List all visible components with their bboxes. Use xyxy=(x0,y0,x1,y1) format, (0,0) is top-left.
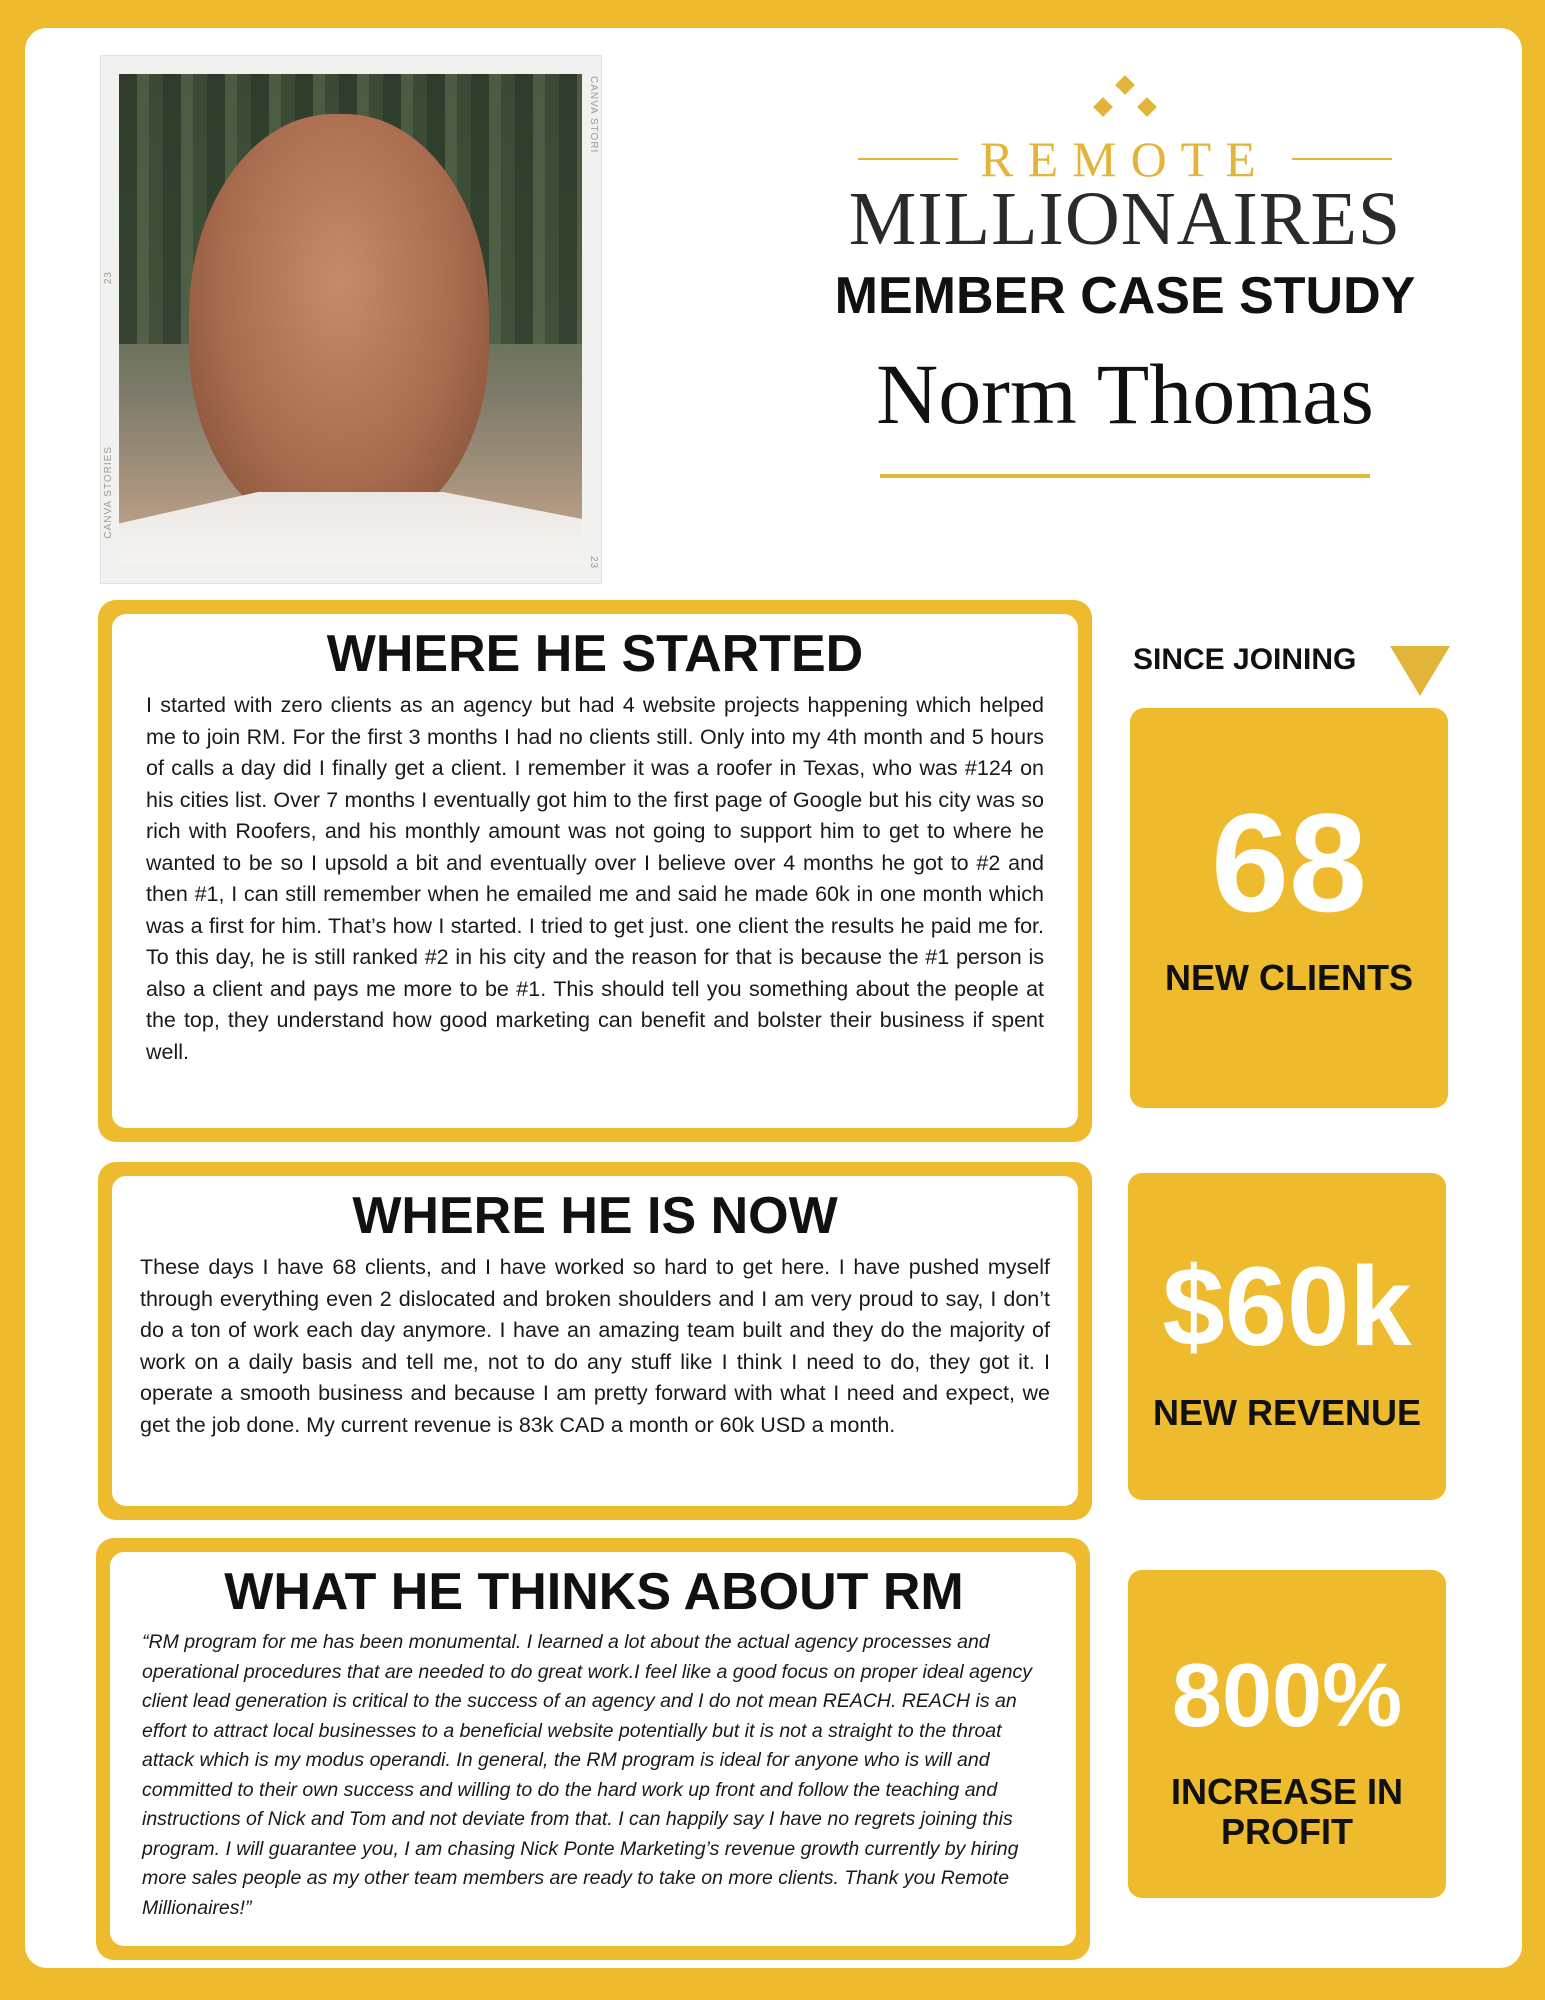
stat-value: $60k xyxy=(1162,1244,1412,1369)
stat-value: 68 xyxy=(1211,784,1367,941)
member-photo xyxy=(119,74,582,564)
section-title: WHERE HE IS NOW xyxy=(352,1187,838,1245)
name-underline xyxy=(880,474,1370,478)
section-body: I started with zero clients as an agency but had 4 website projects happening which helped me to join RM. For the first 3 months I had no clients still. Only into my 4th month and 5 hours of calls a day did I finally get a client. I remember it was a roofer in Texas, who was #124 on his cities list. Over 7 months I eventually got him to the first page of Google but his city was so rich with Roofers, and his monthly amount was not going to support him to get to where he wanted to be so I upsold a bit and eventually over I believe over 4 months he got to #2 and then #1, I can still remember when he emailed me and said he made 60k in one month which was a first for him. That’s how I started. I tried to get just. one client the results he paid me for. To this day, he is still ranked #2 in his city and the reason for that is because the #1 person is also a client and pays me more to be #1. This should tell you something about the people at the top, they understand how good marketing can benefit and bolster their business if spent well. xyxy=(146,693,1044,1064)
stat-value: 800% xyxy=(1171,1646,1403,1746)
stat-label: NEW REVENUE xyxy=(1152,1392,1422,1433)
section-where-now xyxy=(98,1162,1092,1520)
frame-watermark-top: CANVA STORI xyxy=(588,76,599,154)
member-name: Norm Thomas xyxy=(876,346,1374,442)
stats-heading: SINCE JOINING xyxy=(1133,643,1357,676)
stat-card-revenue xyxy=(1128,1173,1446,1500)
section-where-started xyxy=(98,600,1092,1142)
logo-rule-right xyxy=(1292,158,1392,160)
frame-number-left: 23 xyxy=(103,271,114,285)
brand-line1: REMOTE xyxy=(980,131,1270,187)
logo-rule-left xyxy=(858,158,958,160)
testimonial-quote: “RM program for me has been monumental. I learned a lot about the actual agency processes and operational procedures that are needed to do great work.I feel like a good focus on proper ideal agency client lead generation is critical to the success of an agency and I do not mean REACH. REACH is an effort to attract local businesses to a beneficial website potentially but it is not a straight to the throat attack which is my modus operandi. In general, the RM program is ideal for anyone who is will and committed to their own success and willing to do the hard work up front and follow the teaching and instructions of Nick and Tom and not deviate from that. I can happily say I have no regrets joining this program. I will guarantee you, I am chasing Nick Ponte Marketing’s revenue growth currently by hiring more sales people as my other team members are ready to take on more clients. Thank you Remote Millionaires!” xyxy=(142,1631,1033,1919)
section-thoughts xyxy=(96,1538,1090,1960)
stat-card-profit xyxy=(1128,1570,1446,1898)
brand-logo xyxy=(780,70,1470,478)
diamond-ornament-icon xyxy=(780,70,1470,130)
brand-line2: MILLIONAIRES xyxy=(848,177,1402,261)
stat-label: INCREASE IN PROFIT xyxy=(1170,1771,1404,1852)
frame-watermark-bottom: CANVA STORIES xyxy=(103,446,114,539)
member-photo-frame xyxy=(100,55,602,584)
section-title: WHERE HE STARTED xyxy=(326,625,864,683)
down-arrow-icon xyxy=(1390,646,1450,696)
stat-card-clients xyxy=(1130,708,1448,1108)
section-title: WHAT HE THINKS ABOUT RM xyxy=(224,1563,964,1621)
page-subtitle: MEMBER CASE STUDY xyxy=(834,267,1416,325)
stat-label: NEW CLIENTS xyxy=(1165,957,1413,998)
frame-number-right: 23 xyxy=(588,556,599,570)
section-body: These days I have 68 clients, and I have worked so hard to get here. I have pushed myself through everything even 2 dislocated and broken shoulders and I am very proud to say, I don’t do a ton of work each day anymore. I have an amazing team built and they do the majority of work on a daily basis and tell me, not to do any stuff like I think I need to do, they got it. I operate a smooth business and because I am pretty forward with what I need and expect, we get the job done. My current revenue is 83k CAD a month or 60k USD a month. xyxy=(140,1255,1050,1437)
